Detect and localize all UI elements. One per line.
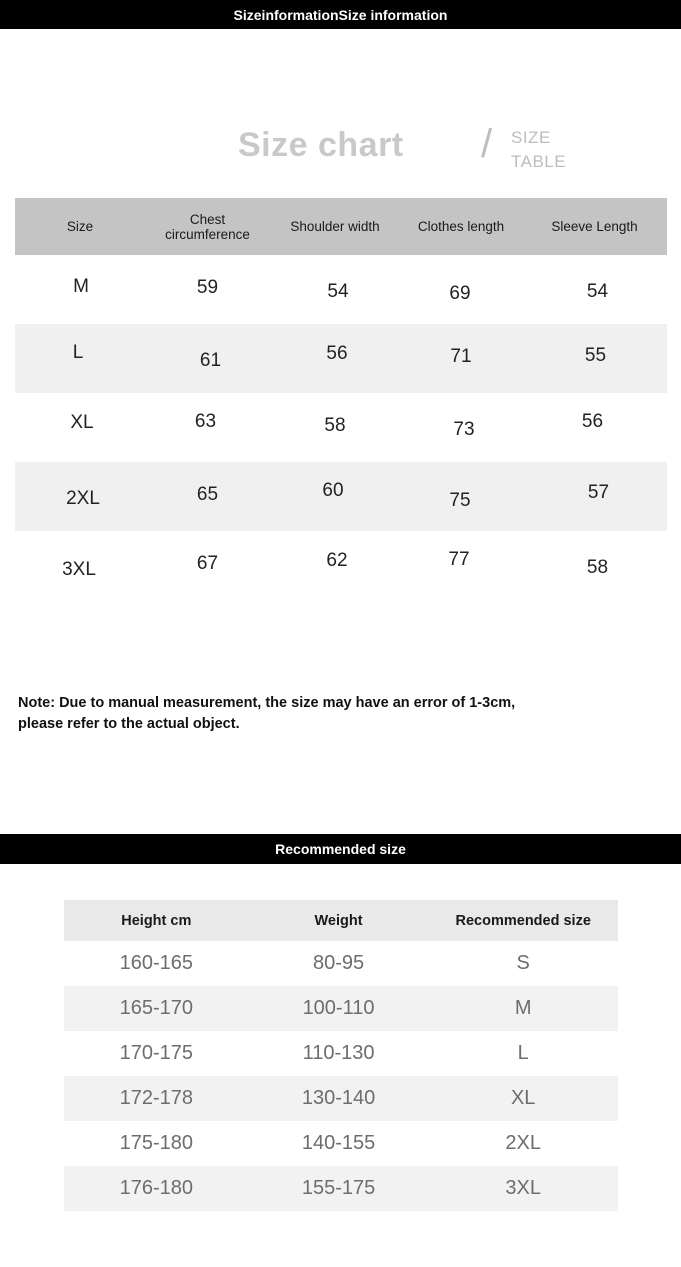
table-row	[64, 1031, 618, 1076]
table-row	[15, 393, 667, 462]
cell-size: 2XL	[66, 487, 100, 509]
cell-weight: 155-175	[301, 1177, 376, 1199]
cell-chest: 65	[196, 483, 219, 505]
size-chart-table	[15, 198, 667, 600]
column-header-weight: Weight	[314, 912, 363, 929]
cell-recommended-size: 2XL	[505, 1132, 541, 1154]
cell-height: 175-180	[119, 1132, 194, 1154]
cell-length: 69	[449, 282, 471, 304]
cell-chest: 63	[194, 410, 217, 432]
cell-recommended-size: L	[517, 1042, 529, 1064]
cell-shoulder: 56	[326, 342, 348, 364]
cell-shoulder: 62	[326, 549, 348, 571]
cell-recommended-size: M	[514, 997, 532, 1019]
measurement-note	[18, 693, 658, 735]
column-header-size: Size	[66, 219, 94, 234]
cell-length: 73	[453, 418, 475, 440]
cell-shoulder: 60	[322, 479, 344, 501]
table-row	[64, 986, 618, 1031]
recommended-size-table	[64, 900, 618, 1211]
table-row	[15, 531, 667, 600]
cell-sleeve: 55	[584, 344, 607, 366]
table-row	[64, 941, 618, 986]
cell-size: 3XL	[62, 558, 96, 580]
cell-weight: 110-130	[302, 1042, 375, 1064]
table-row	[64, 1166, 618, 1211]
cell-sleeve: 54	[586, 280, 609, 302]
table-row	[15, 255, 667, 324]
table-header-row	[15, 198, 667, 255]
table-row	[15, 462, 667, 531]
cell-chest: 59	[196, 276, 219, 298]
measurement-note-line-1: Note: Due to manual measurement, the size may have an error of 1-3cm,	[18, 695, 516, 711]
recommended-size-banner-label: Recommended size	[275, 841, 406, 857]
cell-chest: 61	[199, 349, 222, 371]
cell-length: 75	[449, 489, 471, 511]
cell-sleeve: 56	[581, 410, 604, 432]
cell-chest: 67	[196, 552, 219, 574]
cell-shoulder: 58	[324, 414, 346, 436]
cell-sleeve: 57	[587, 481, 610, 503]
column-header-chest-circumference: Chest circumference	[165, 211, 250, 242]
column-header-shoulder-width: Shoulder width	[290, 219, 380, 234]
cell-sleeve: 58	[586, 556, 609, 578]
table-row	[64, 1121, 618, 1166]
heading-divider-slash: /	[481, 122, 493, 166]
cell-weight: 140-155	[301, 1132, 376, 1154]
cell-length: 71	[450, 345, 472, 367]
page-subtitle: SIZE TABLE	[511, 128, 567, 171]
cell-size: M	[73, 275, 89, 297]
column-header-sleeve-length: Sleeve Length	[551, 219, 638, 234]
cell-size: XL	[70, 411, 94, 433]
cell-recommended-size: XL	[510, 1087, 536, 1109]
recommended-size-banner	[0, 834, 681, 864]
cell-shoulder: 54	[327, 280, 349, 302]
cell-height: 172-178	[119, 1087, 194, 1109]
cell-recommended-size: 3XL	[505, 1177, 541, 1199]
cell-weight: 130-140	[301, 1087, 376, 1109]
cell-weight: 100-110	[302, 997, 375, 1019]
table-row	[64, 1076, 618, 1121]
cell-height: 160-165	[119, 952, 194, 974]
table-row	[15, 324, 667, 393]
cell-height: 165-170	[119, 997, 194, 1019]
cell-height: 176-180	[119, 1177, 194, 1199]
column-header-recommended-size: Recommended size	[455, 912, 591, 929]
cell-length: 77	[448, 548, 470, 570]
size-chart-heading	[0, 110, 681, 190]
size-information-banner-label: SizeinformationSize information	[233, 6, 448, 23]
column-header-height: Height cm	[121, 912, 192, 929]
size-information-banner	[0, 0, 681, 29]
cell-weight: 80-95	[312, 952, 365, 974]
page-title: Size chart	[238, 126, 404, 164]
cell-height: 170-175	[119, 1042, 194, 1064]
measurement-note-line-2: please refer to the actual object.	[18, 716, 240, 732]
cell-size: L	[72, 341, 84, 363]
cell-recommended-size: S	[516, 952, 530, 974]
recommended-table-header-row	[64, 900, 618, 941]
column-header-clothes-length: Clothes length	[417, 219, 505, 234]
